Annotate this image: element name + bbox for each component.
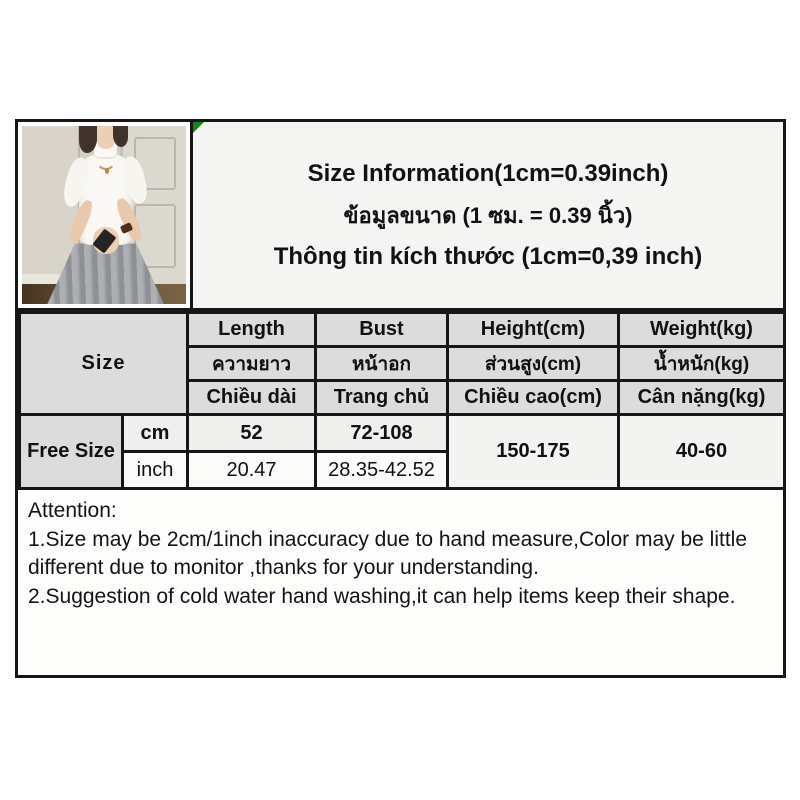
header-length-vi: Chiều dài [188, 381, 316, 415]
header-height-en: Height(cm) [448, 313, 619, 347]
header-bust-vi: Trang chủ [316, 381, 448, 415]
length-inch-value: 20.47 [188, 452, 316, 489]
free-size-label: Free Size [20, 415, 123, 489]
size-corner-cell: Size [20, 313, 188, 415]
size-chart-frame [15, 119, 786, 678]
title-vietnamese: Thông tin kích thước (1cm=0,39 inch) [273, 242, 703, 270]
title-english: Size Information(1cm=0.39inch) [307, 159, 669, 187]
photo-model-hair [113, 126, 128, 147]
product-photo-cell [18, 122, 193, 308]
product-photo [22, 126, 186, 304]
header-row-english [20, 313, 785, 347]
unit-cm: cm [123, 415, 188, 452]
header-weight-en: Weight(kg) [619, 313, 785, 347]
data-row-cm [20, 415, 785, 452]
title-block [193, 122, 783, 308]
size-table [18, 311, 786, 490]
length-cm-value: 52 [188, 415, 316, 452]
header-bust-en: Bust [316, 313, 448, 347]
header-weight-th: น้ำหนัก(kg) [619, 347, 785, 381]
header-length-en: Length [188, 313, 316, 347]
green-corner-marker-icon [193, 122, 204, 133]
weight-range-value: 40-60 [619, 415, 785, 489]
unit-inch: inch [123, 452, 188, 489]
bust-cm-value: 72-108 [316, 415, 448, 452]
attention-note-1: 1.Size may be 2cm/1inch inaccuracy due to hand measure,Color may be little different due to monitor ,thanks for your understanding. [28, 527, 748, 579]
top-section [18, 122, 783, 311]
photo-model-neck [97, 126, 115, 149]
header-bust-th: หน้าอก [316, 347, 448, 381]
header-weight-vi: Cân nặng(kg) [619, 381, 785, 415]
attention-note-2: 2.Suggestion of cold water hand washing,it can help items keep their shape. [28, 584, 736, 608]
photo-model-pendant [105, 168, 109, 174]
header-height-vi: Chiều cao(cm) [448, 381, 619, 415]
attention-section [18, 490, 783, 675]
bust-inch-value: 28.35-42.52 [316, 452, 448, 489]
header-height-th: ส่วนสูง(cm) [448, 347, 619, 381]
title-thai: ข้อมูลขนาด (1 ซม. = 0.39 นิ้ว) [343, 202, 633, 228]
attention-heading: Attention: [28, 499, 117, 522]
height-range-value: 150-175 [448, 415, 619, 489]
header-length-th: ความยาว [188, 347, 316, 381]
